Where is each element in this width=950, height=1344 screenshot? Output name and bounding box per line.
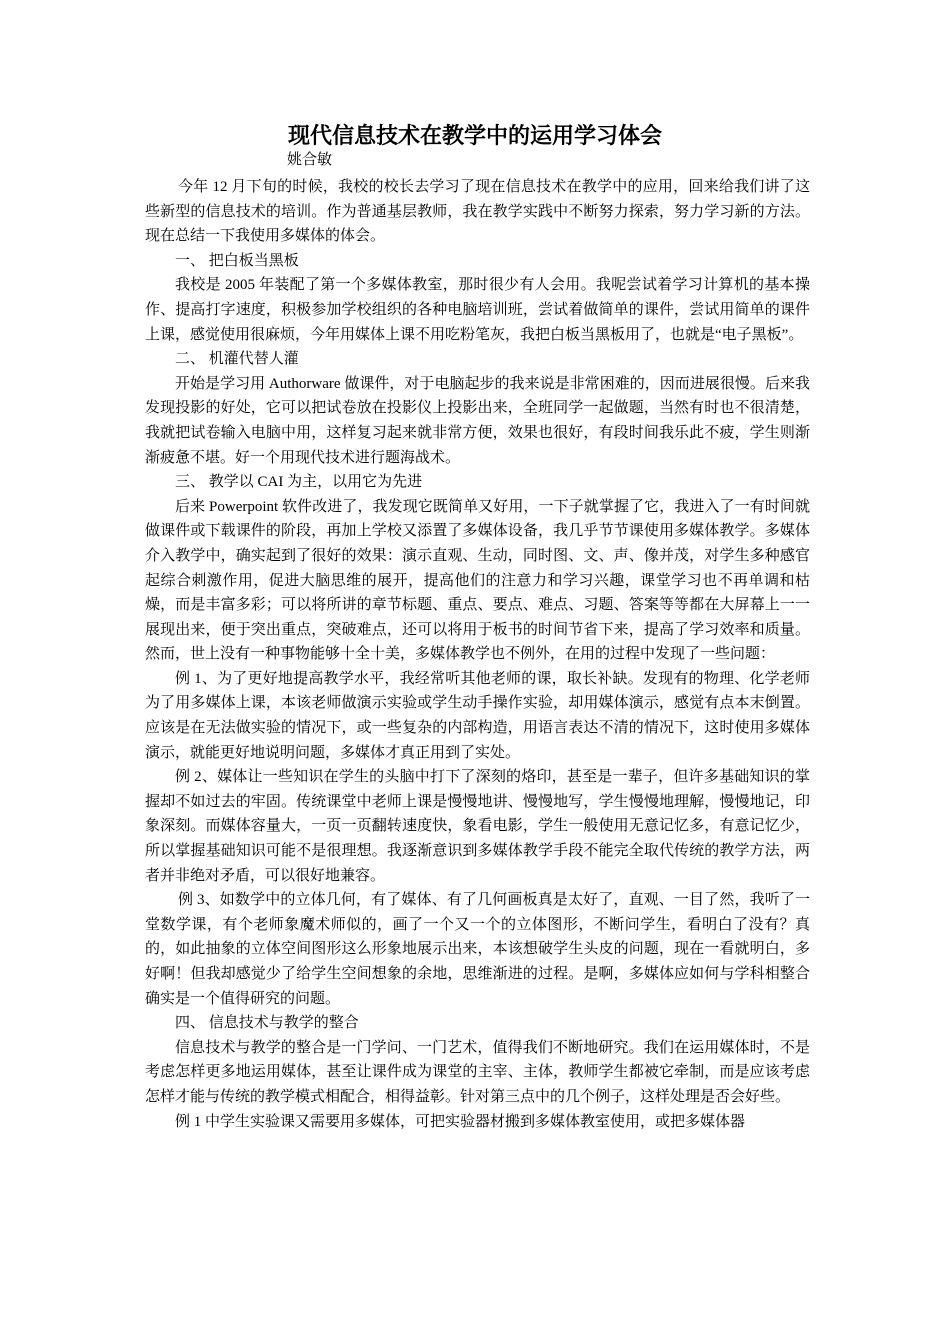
paragraph: 我校是 2005 年装配了第一个多媒体教室，那时很少有人会用。我呢尝试着学习计算机的基本操作、提高打字速度，积极参加学校组织的各种电脑培训班，尝试着做简单的课件，尝试用简单的课件上课，感觉使用很麻烦，今年用媒体上课不用吃粉笔灰，我把白板当黑板用了，也就是“电子黑板”。	[145, 277, 810, 343]
paragraph-example-1: 例 1、为了更好地提高教学水平，我经常听其他老师的课，取长补缺。发现有的物理、化学老师为了用多媒体上课，本该老师做演示实验或学生动手操作实验，却用媒体演示，感觉有点本末倒置。应该是在无法做实验的情况下，或一些复杂的内部构造，用语言表达不清的情况下，这时使用多媒体演示，就能更好地说明问题，多媒体才真正用到了实处。	[145, 670, 810, 761]
section-heading-1: 一、 把白板当黑板	[175, 252, 299, 269]
paragraph-example-2: 例 2、媒体让一些知识在学生的头脑中打下了深刻的烙印，甚至是一辈子，但许多基础知识的掌握却不如过去的牢固。传统课堂中老师上课是慢慢地讲、慢慢地写，学生慢慢地理解，慢慢地记，印象深刻。而媒体容量大，一页一页翻转速度快，象看电影，学生一般使用无意记忆多，有意记忆少，所以掌握基础知识可能不是很理想。我逐渐意识到多媒体教学手段不能完全取代传统的教学方法，两者并非绝对矛盾，可以很好地兼容。	[145, 769, 810, 884]
document-body	[145, 175, 810, 1134]
paragraph: 信息技术与教学的整合是一门学问、一门艺术，值得我们不断地研究。我们在运用媒体时，不是考虑怎样更多地运用媒体，甚至让课件成为课堂的主宰、主体，教师学生都被它牵制，而是应该考虑怎样才能与传统的教学模式相配合，相得益彰。针对第三点中的几个例子，这样处理是否会好些。	[145, 1039, 810, 1105]
section-heading-2: 二、 机灌代替人灌	[175, 351, 299, 368]
paragraph-last: 例 1 中学生实验课又需要用多媒体，可把实验器材搬到多媒体教室使用，或把多媒体器	[175, 1113, 746, 1130]
document-title: 现代信息技术在教学中的运用学习体会	[287, 123, 662, 148]
paragraph-example-3: 例 3、如数学中的立体几何，有了媒体、有了几何画板真是太好了，直观、一目了然，我听了一堂数学课，有个老师象魔术师似的，画了一个又一个的立体图形，不断问学生，看明白了没有？真的，如此抽象的立体空间图形这么形象地展示出来，本该想破学生头皮的问题，现在一看就明白，多好啊！但我却感觉少了给学生空间想象的余地，思维渐进的过程。是啊，多媒体应如何与学科相整合确实是一个值得研究的问题。	[145, 892, 810, 1007]
paragraph: 开始是学习用 Authorware 做课件，对于电脑起步的我来说是非常困难的，因而进展很慢。后来我发现投影的好处，它可以把试卷放在投影仪上投影出来，全班同学一起做题，当然有时也不很清楚，我就把试卷输入电脑中用，这样复习起来就非常方便，效果也很好，有段时间我乐此不疲，学生则渐渐疲惫不堪。好一个用现代技术进行题海战术。	[145, 375, 810, 466]
section-heading-3: 三、 教学以 CAI 为主，以用它为先进	[175, 474, 423, 491]
paragraph-intro: 今年 12 月下旬的时候，我校的校长去学习了现在信息技术在教学中的应用，回来给我们讲了这些新型的信息技术的培训。作为普通基层教师，我在教学实践中不断努力探索，努力学习新的方法。现在总结一下我使用多媒体的体会。	[145, 179, 810, 245]
author-name: 姚合敏	[287, 152, 333, 168]
paragraph: 后来 Powerpoint 软件改进了，我发现它既简单又好用，一下子就掌握了它，我进入了一有时间就做课件或下载课件的阶段，再加上学校又添置了多媒体设备，我几乎节节课使用多媒体教学。多媒体介入教学中，确实起到了很好的效果：演示直观、生动，同时图、文、声、像并茂，对学生多种感官起综合刺激作用，促进大脑思维的展开，提高他们的注意力和学习兴趣，课堂学习也不再单调和枯燥，而是丰富多彩；可以将所讲的章节标题、重点、要点、难点、习题、答案等等都在大屏幕上一一展现出来，便于突出重点，突破难点，还可以将用于板书的时间节省下来，提高了学习效率和质量。然而，世上没有一种事物能够十全十美，多媒体教学也不例外，在用的过程中发现了一些问题：	[145, 498, 810, 663]
section-heading-4: 四、 信息技术与教学的整合	[175, 1015, 359, 1032]
